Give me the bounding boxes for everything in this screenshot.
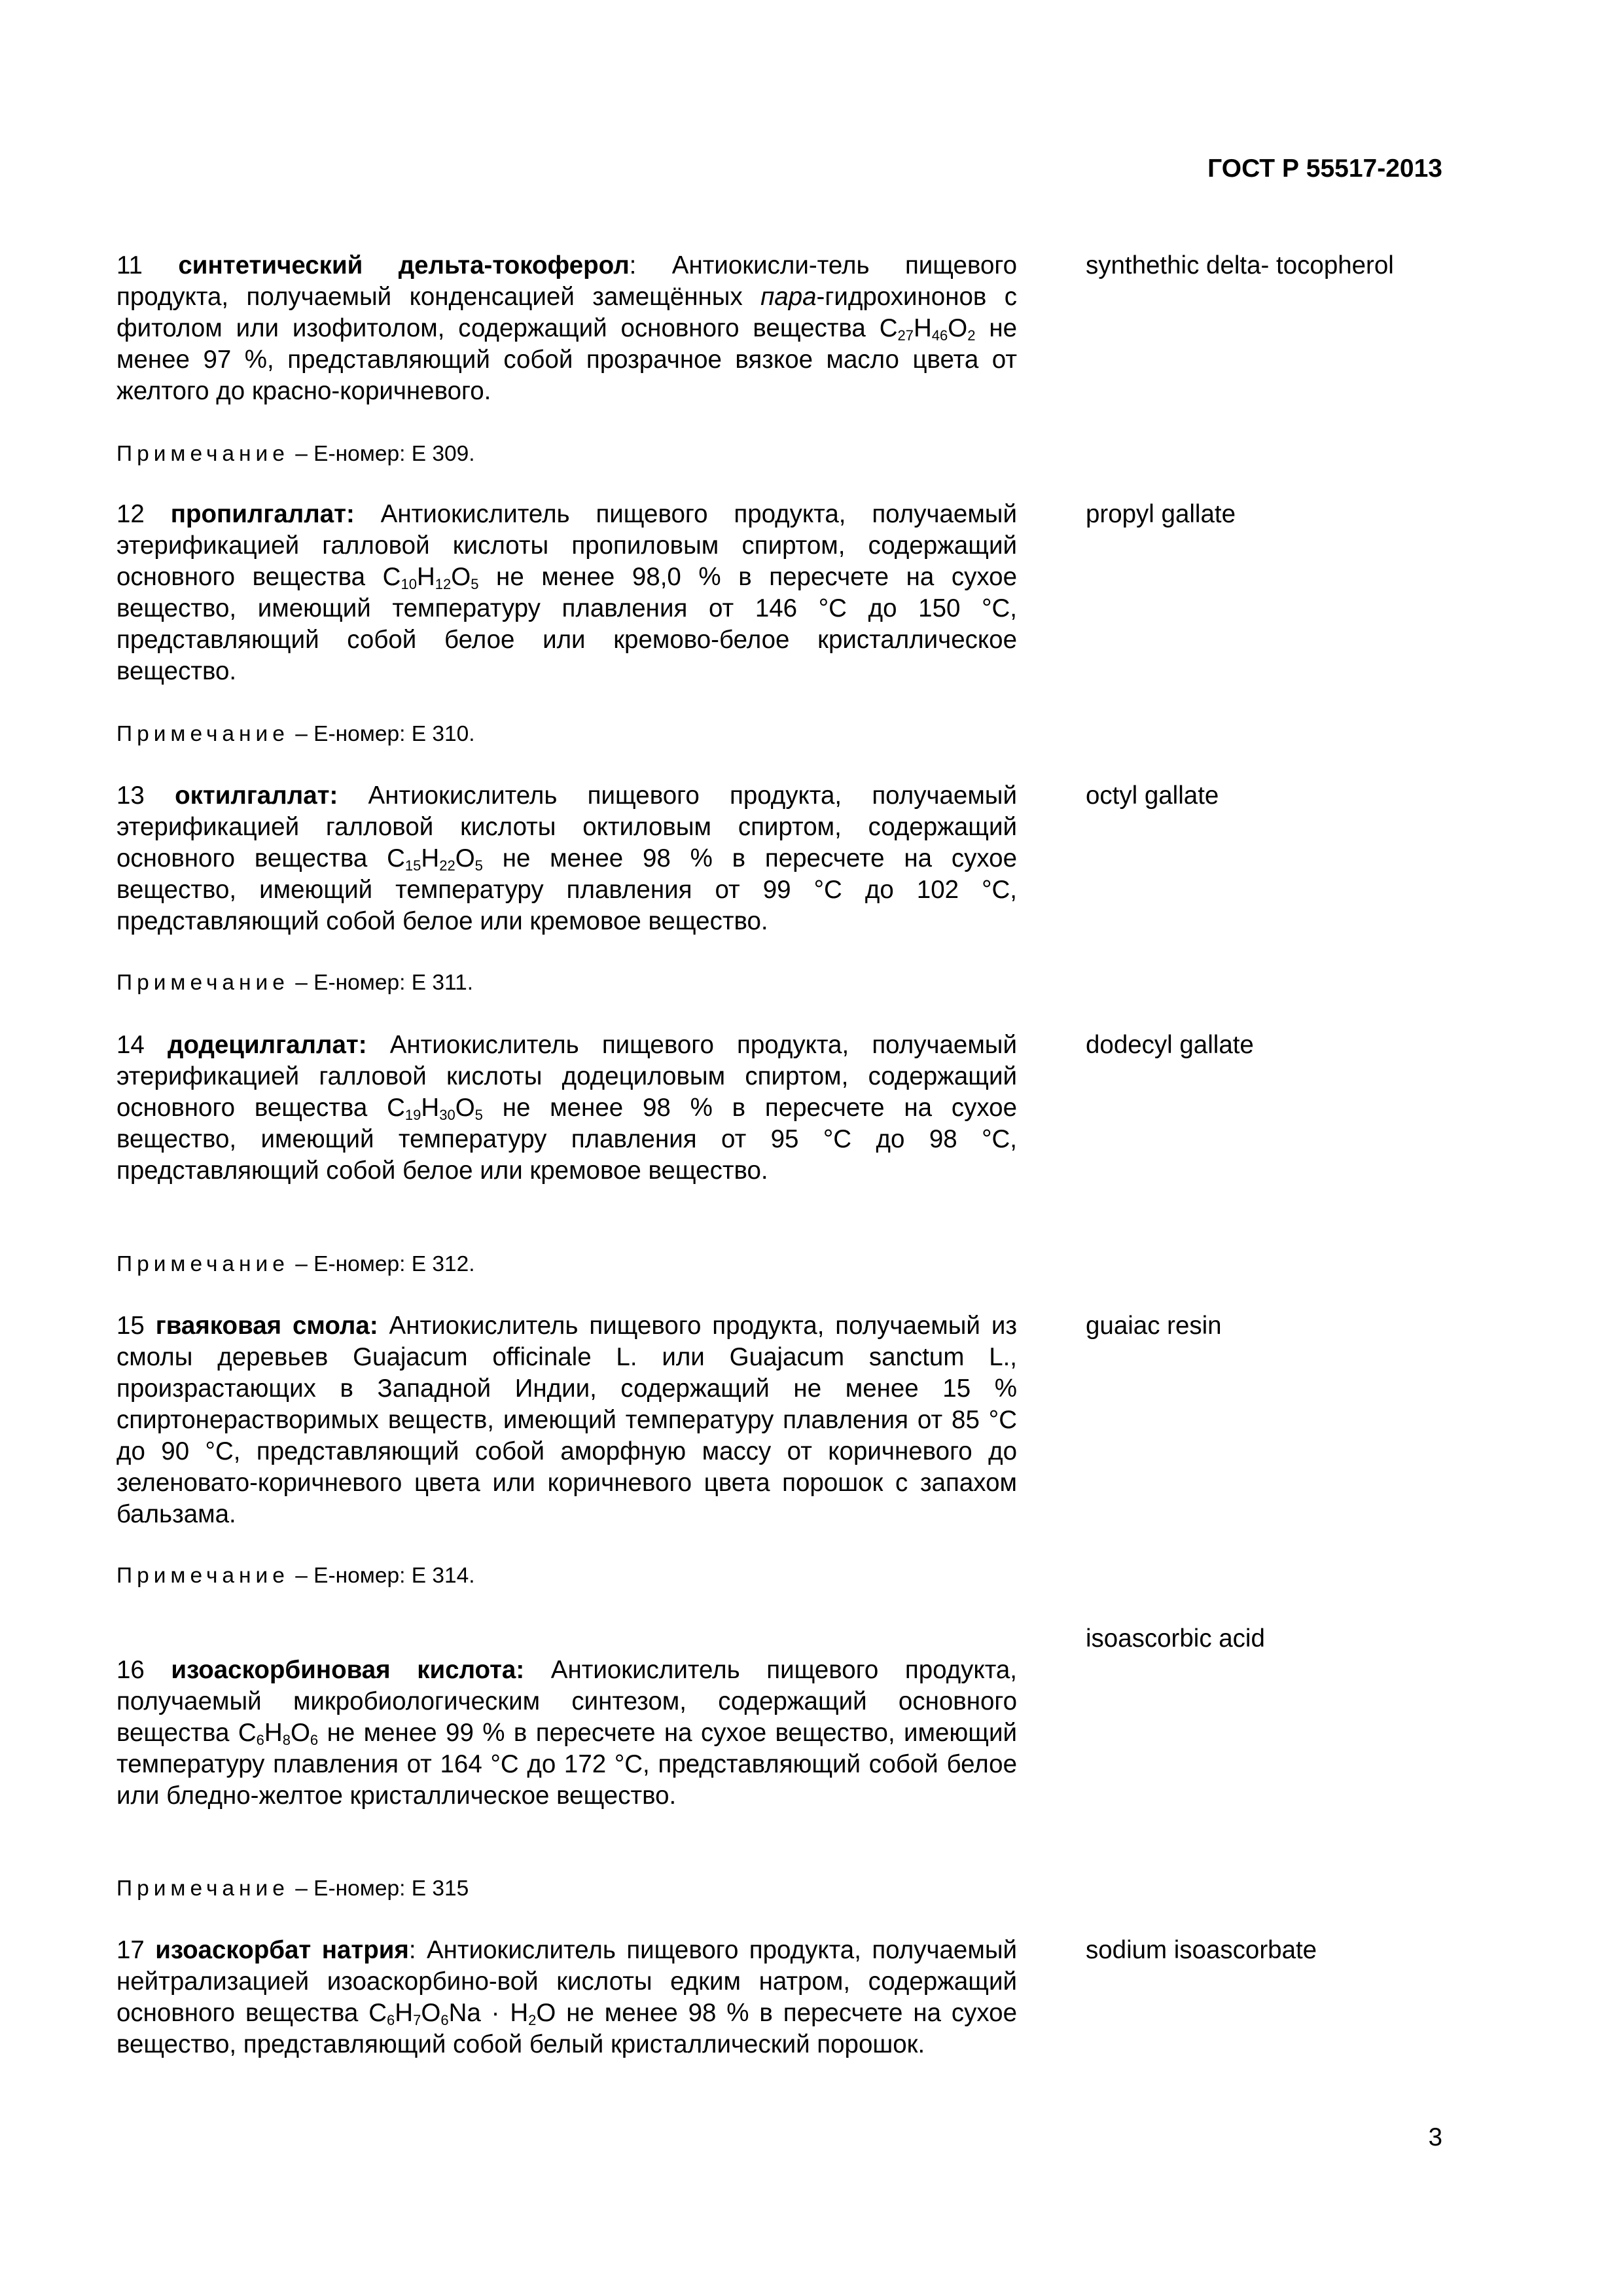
term-separator: : bbox=[346, 500, 355, 528]
entry-number: 12 bbox=[116, 500, 145, 528]
term-title: октилгаллат bbox=[175, 781, 330, 810]
page-number: 3 bbox=[1428, 2123, 1442, 2151]
definition-italic: пара bbox=[760, 283, 817, 311]
definition-text: Антиокисли-тель пищевого продукта, получаемый конденсацией замещённых bbox=[116, 251, 1017, 311]
chemical-formula: $C_{19}H_{30}O_5$ bbox=[387, 1094, 483, 1123]
note-label: Примечание bbox=[116, 1252, 289, 1276]
note-text: – Е-номер: Е 309. bbox=[289, 442, 475, 466]
definition-text: не менее 99 % в пересчете на сухое вещество, имеющий температуру плавления от 164 °С до 172 °С, представляющий собой белое или бледно-желтое кристаллическое вещество. bbox=[116, 1719, 1017, 1810]
note-text: – Е-номер: Е 311. bbox=[289, 971, 474, 995]
english-term: isoascorbic acid bbox=[1086, 1624, 1265, 1653]
note-text: – Е-номер: Е 314. bbox=[289, 1564, 475, 1588]
definition-text: Антиокислитель пищевого продукта, получаемый этерификацией галловой кислоты пропиловым спиртом, содержащий основного вещества bbox=[116, 500, 1017, 591]
note bbox=[116, 1250, 475, 1279]
definition-text: Антиокислитель пищевого продукта, получаемый микробиологическим синтезом, содержащий основного вещества bbox=[116, 1656, 1018, 1747]
term-separator: : bbox=[369, 1312, 378, 1340]
definition-text: -гидрохинонов с фитолом или изофитолом, содержащий основного вещества bbox=[116, 283, 1017, 342]
term-separator: : bbox=[329, 781, 338, 810]
definition-text: не менее 97 %, представляющий собой прозрачное вязкое масло цвета от желтого до красно-коричневого. bbox=[116, 314, 1017, 405]
term-entry-12 bbox=[116, 499, 1017, 687]
english-term: guaiac resin bbox=[1086, 1312, 1222, 1340]
term-separator: : bbox=[629, 251, 637, 279]
definition-text: Антиокислитель пищевого продукта, получаемый нейтрализацией изоаскорбино-вой кислоты едким натром, содержащий основного вещества bbox=[116, 1936, 1017, 2027]
chemical-formula: $C_6H_8O_6$ bbox=[238, 1719, 319, 1748]
definition-text: Антиокислитель пищевого продукта, получаемый этерификацией галловой кислоты октиловым спиртом, содержащий основного вещества bbox=[116, 781, 1017, 872]
term-title: изоаскорбат натрия bbox=[155, 1936, 409, 1964]
english-term: synthethic delta- tocopherol bbox=[1086, 251, 1394, 279]
definition-text: не менее 98 % в пересчете на сухое вещество, имеющий температуру плавления от 95 °С до 98 °С, представляющий собой белое или кремовое вещество. bbox=[116, 1094, 1017, 1185]
definition-text: не менее 98 % в пересчете на сухое вещество, имеющий температуру плавления от 99 °С до 102 °С, представляющий собой белое или кремовое вещество. bbox=[116, 844, 1017, 935]
chemical-formula: $C_{27}H_{46}O_2$ bbox=[879, 314, 976, 344]
term-entry-16 bbox=[116, 1655, 1017, 1812]
note bbox=[116, 969, 473, 997]
term-separator: : bbox=[358, 1031, 367, 1059]
term-entry-15 bbox=[116, 1310, 1017, 1530]
english-term: sodium isoascorbate bbox=[1086, 1936, 1317, 1964]
chemical-formula: $C_{15}H_{22}O_5$ bbox=[387, 844, 483, 874]
definition-text: не менее 98 % в пересчете на сухое вещество, представляющий собой белый кристаллический порошок. bbox=[116, 1999, 1018, 2058]
term-title: пропилгаллат bbox=[170, 500, 346, 528]
entry-number: 11 bbox=[116, 251, 143, 279]
note-label: Примечание bbox=[116, 1876, 289, 1901]
term-entry-14 bbox=[116, 1030, 1017, 1187]
note bbox=[116, 720, 475, 749]
entry-number: 15 bbox=[116, 1312, 145, 1340]
definition-text: Антиокислитель пищевого продукта, получаемый этерификацией галловой кислоты додециловым спиртом, содержащий основного вещества bbox=[116, 1031, 1017, 1122]
english-term: octyl gallate bbox=[1086, 781, 1219, 810]
entry-number: 16 bbox=[116, 1656, 145, 1684]
term-separator: : bbox=[516, 1656, 525, 1684]
term-separator: : bbox=[408, 1936, 416, 1964]
english-term: dodecyl gallate bbox=[1086, 1031, 1254, 1059]
note-label: Примечание bbox=[116, 971, 289, 995]
term-title: изоаскорбиновая кислота bbox=[171, 1656, 516, 1684]
term-entry-13 bbox=[116, 780, 1017, 937]
entry-number: 17 bbox=[116, 1936, 145, 1964]
chemical-formula: $C_{10}H_{12}O_5$ bbox=[382, 563, 479, 592]
term-entry-11 bbox=[116, 250, 1017, 407]
definition-text: Антиокислитель пищевого продукта, получаемый из смолы деревьев Guajacum officinale L. или Guajacum sanctum L., произрастающих в Западной Индии, содержащий не менее 15 % спиртонерастворимых веществ, имеющий температуру плавления от 85 °С до 90 °С, представляющий собой аморфную массу от коричневого до зеленовато-коричневого цвета или коричневого цвета порошок с запахом бальзама. bbox=[116, 1312, 1017, 1528]
document-code: ГОСТ Р 55517-2013 bbox=[1207, 154, 1442, 183]
note-label: Примечание bbox=[116, 442, 289, 466]
note-label: Примечание bbox=[116, 722, 289, 746]
note bbox=[116, 1874, 469, 1903]
note-label: Примечание bbox=[116, 1564, 289, 1588]
term-title: гваяковая смола bbox=[155, 1312, 370, 1340]
english-term: propyl gallate bbox=[1086, 500, 1236, 528]
term-entry-17 bbox=[116, 1935, 1017, 2060]
note-text: – Е-номер: Е 315 bbox=[289, 1876, 469, 1901]
note bbox=[116, 440, 475, 469]
entry-number: 13 bbox=[116, 781, 145, 810]
entry-number: 14 bbox=[116, 1031, 145, 1059]
term-title: синтетический дельта-токоферол bbox=[178, 251, 630, 279]
note bbox=[116, 1562, 475, 1590]
definition-text: не менее 98,0 % в пересчете на сухое вещество, имеющий температуру плавления от 146 °С до 150 °С, представляющий собой белое или кремово-белое кристаллическое вещество. bbox=[116, 563, 1017, 685]
note-text: – Е-номер: Е 310. bbox=[289, 722, 475, 746]
chemical-formula: $C_6H_7O_6Na \cdot H_2O$ bbox=[368, 1999, 556, 2028]
term-title: додецилгаллат bbox=[168, 1031, 359, 1059]
note-text: – Е-номер: Е 312. bbox=[289, 1252, 475, 1276]
